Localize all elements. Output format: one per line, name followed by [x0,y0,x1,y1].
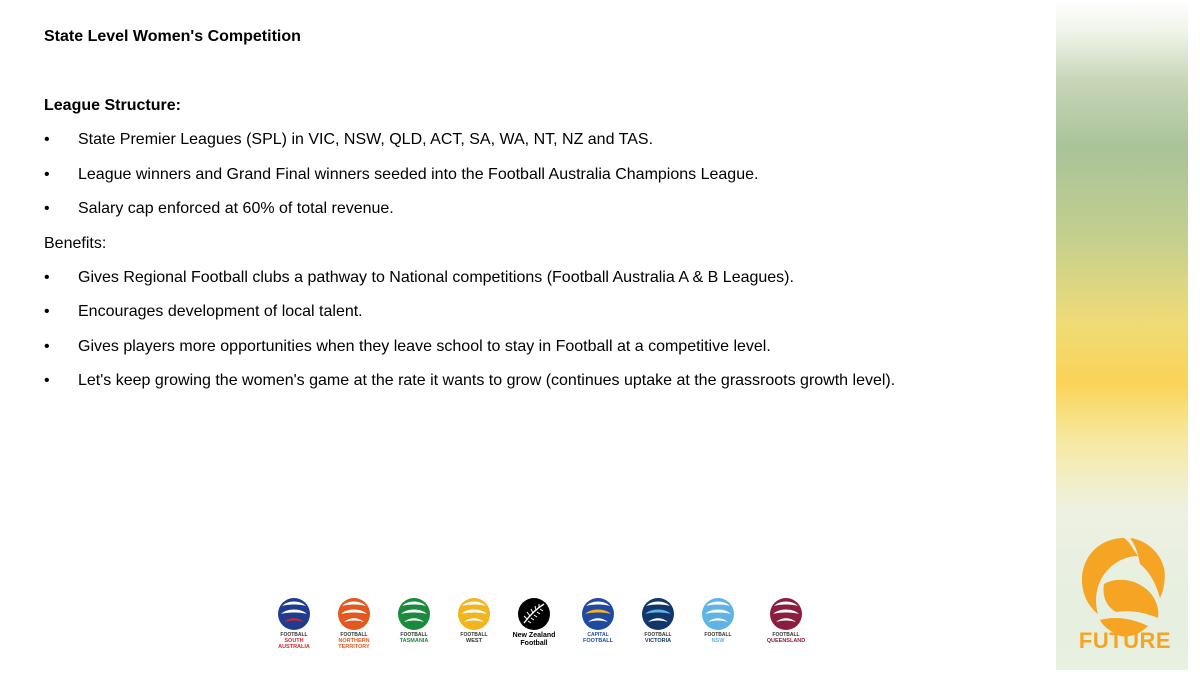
bullet-icon: • [44,200,50,217]
logo-line1: FOOTBALL [772,632,800,638]
bullet-text: Gives players more opportunities when they leave school to stay in Football at a competitive level. [78,337,771,355]
football-emblem-icon [396,597,432,631]
logo-line1: FOOTBALL [644,632,672,638]
bullet-text: Let's keep growing the women's game at the rate it wants to grow (continues uptake at the grassroots growth level). [78,372,896,389]
bullet-text: Salary cap enforced at 60% of total revenue. [78,200,394,217]
logo-line2: FOOTBALL [583,638,613,644]
logo-line2: WEST [466,638,482,644]
bullet-text: State Premier Leagues (SPL) in VIC, NSW, QLD, ACT, SA, WA, NT, NZ and TAS. [78,131,654,148]
logo-line2: QUEENSLAND [766,638,806,644]
bullet-icon: • [44,372,50,389]
slide-content [44,96,1004,406]
logo-line2: VICTORIA [644,638,672,644]
logo-line2: TASMANIA [399,638,429,644]
logo-line1: FOOTBALL [400,632,428,638]
logo-line1: FOOTBALL [280,632,308,638]
logo-line1: FOOTBALL [460,632,488,638]
football-northern-territory-logo [328,597,380,650]
benefits-item [44,302,1004,322]
bullet-icon: • [44,165,50,183]
bullet-text: League winners and Grand Final winners seeded into the Football Australia Champions League. [78,165,759,183]
football-emblem-icon [768,597,804,631]
logo-line2: NSW [711,638,725,644]
new-zealand-football-logo [508,597,560,648]
logo-line2: Football [520,640,548,647]
bullet-text: Gives Regional Football clubs a pathway to National competitions (Football Australia A & B Leagues). [78,268,794,286]
logo-line1: CAPITAL [587,632,609,638]
football-emblem-icon [640,597,676,631]
football-south-australia-logo [268,597,320,650]
bullet-text: Encourages development of local talent. [78,303,363,320]
football-emblem-icon [336,597,372,631]
football-emblem-icon [456,597,492,631]
benefits-item [44,371,1004,391]
bullet-icon: • [44,337,50,355]
football-nsw-logo [692,597,744,644]
football-emblem-icon [580,597,616,631]
benefits-item [44,268,1004,288]
capital-football-logo [572,597,624,644]
logo-line1: FOOTBALL [704,632,732,638]
league-structure-heading: League Structure: [44,97,181,114]
logo-line1: FOOTBALL [340,632,368,638]
logo-line2: NORTHERN TERRITORY [338,638,370,650]
league-structure-item [44,130,1004,150]
benefits-item [44,337,1004,357]
logo-line2: SOUTH AUSTRALIA [278,638,310,650]
bullet-icon: • [44,131,50,148]
football-victoria-logo [632,597,684,644]
future-label: FUTURE [1078,628,1172,653]
football-emblem-icon [700,597,736,631]
logo-line1: New Zealand [512,632,556,639]
football-queensland-logo [760,597,812,644]
league-structure-item [44,165,1004,185]
bullet-icon: • [44,303,50,320]
bullet-icon: • [44,268,50,286]
football-west-logo [448,597,500,644]
football-tasmania-logo [388,597,440,644]
football-emblem-icon [276,597,312,631]
slide-title: State Level Women's Competition [44,28,301,45]
federation-logos [268,597,828,657]
fern-icon [516,597,552,631]
league-structure-item [44,199,1004,219]
benefits-heading: Benefits: [44,234,107,252]
